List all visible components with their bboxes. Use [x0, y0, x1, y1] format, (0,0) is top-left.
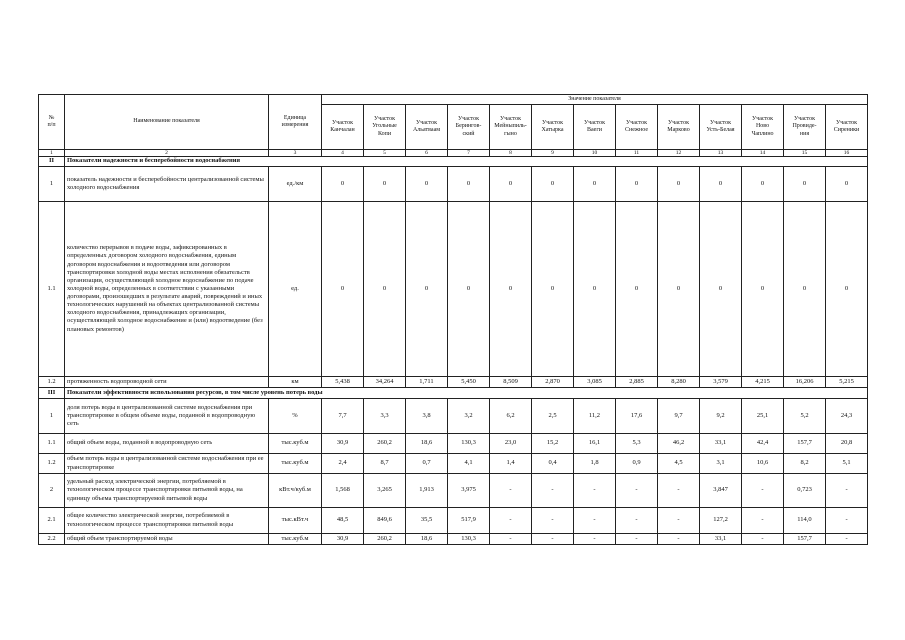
row-value: 25,1 [742, 399, 784, 434]
row-value: 3,3 [364, 399, 406, 434]
row-value: 2,4 [322, 454, 364, 474]
header-row [39, 95, 868, 105]
section-row [39, 388, 868, 399]
section-num: III [39, 388, 65, 399]
header-site: Участок Провиде- ния [784, 105, 826, 150]
row-value: - [532, 508, 574, 534]
row-value: 0 [406, 202, 448, 377]
row-value: 4,215 [742, 377, 784, 388]
row-value: 260,2 [364, 534, 406, 545]
row-value: 2,870 [532, 377, 574, 388]
column-number: 6 [406, 150, 448, 157]
row-value: 0 [700, 167, 742, 202]
row-value: 5,450 [448, 377, 490, 388]
row-value: 0 [322, 202, 364, 377]
column-number: 16 [826, 150, 868, 157]
row-value: 0,4 [532, 454, 574, 474]
row-name: общий объем воды, поданной в водопроводную сеть [65, 434, 269, 454]
row-value: - [532, 474, 574, 508]
column-number: 13 [700, 150, 742, 157]
row-num: 1.1 [39, 434, 65, 454]
row-value: 0 [406, 167, 448, 202]
row-value: 48,5 [322, 508, 364, 534]
header-site: Участок Канчалан [322, 105, 364, 150]
row-value: 7,7 [322, 399, 364, 434]
row-value: 114,0 [784, 508, 826, 534]
row-value: 18,6 [406, 434, 448, 454]
row-value: 0 [364, 167, 406, 202]
row-value: 5,1 [826, 454, 868, 474]
section-row [39, 157, 868, 167]
row-value: 17,6 [616, 399, 658, 434]
row-value: 9,7 [658, 399, 700, 434]
header-unit: Единица измерения [269, 95, 322, 150]
row-value: 46,2 [658, 434, 700, 454]
section-title: Показатели эффективности использования ресурсов, в том числе уровень потерь воды [65, 388, 868, 399]
row-num: 1.2 [39, 454, 65, 474]
header-site: Участок Альатваам [406, 105, 448, 150]
section-title: Показатели надежности и бесперебойности водоснабжения [65, 157, 868, 167]
column-number: 9 [532, 150, 574, 157]
row-value: 33,1 [700, 434, 742, 454]
row-value: 0 [742, 167, 784, 202]
row-value: 0 [826, 167, 868, 202]
header-site: Участок Хатырка [532, 105, 574, 150]
row-value: 24,3 [826, 399, 868, 434]
row-value: - [742, 534, 784, 545]
row-value: - [826, 474, 868, 508]
row-value: 8,509 [490, 377, 532, 388]
row-value: 0,723 [784, 474, 826, 508]
row-value: 4,1 [448, 454, 490, 474]
row-value: - [742, 508, 784, 534]
row-value: 1,711 [406, 377, 448, 388]
row-value: 3,975 [448, 474, 490, 508]
row-value: 517,9 [448, 508, 490, 534]
row-value: 0 [574, 167, 616, 202]
row-unit: % [269, 399, 322, 434]
row-value: - [742, 474, 784, 508]
row-name: доля потерь воды в централизованной системе водоснабжения при транспортировке в общем объеме воды, поданной в водопроводную сеть [65, 399, 269, 434]
row-value: - [574, 534, 616, 545]
row-name: общее количество электрической энергии, потребляемой в технологическом процессе транспортировки питьевой воды [65, 508, 269, 534]
row-value: 20,8 [826, 434, 868, 454]
row-value: - [532, 534, 574, 545]
table-row [39, 434, 868, 454]
row-value: - [574, 508, 616, 534]
row-value: 0 [448, 202, 490, 377]
column-number: 3 [269, 150, 322, 157]
column-number: 10 [574, 150, 616, 157]
row-value: 0 [700, 202, 742, 377]
header-num: № п/п [39, 95, 65, 150]
row-value: 0 [784, 202, 826, 377]
row-unit: ед. [269, 202, 322, 377]
row-value: 0 [658, 202, 700, 377]
header-site: Участок Берингов- ский [448, 105, 490, 150]
row-value: - [616, 534, 658, 545]
row-value: 3,847 [700, 474, 742, 508]
row-value: 1,913 [406, 474, 448, 508]
column-number: 8 [490, 150, 532, 157]
row-name: количество перерывов в подаче воды, зафиксированных в определенных договором холодного водоснабжения, единым договором водоснабжения и водоотведения или договором транспортировки холодной воды местах исполнения обязательств организации, осуществляющей холодное водоснабжение по подаче холодной воды, определенных в соответствии с указанными договорами, произошедших в результате аварий, повреждений и иных технологических нарушений на объектах централизованной системы холодного водоснабжения, принадлежащих организации, осуществляющей холодное водоснабжение и (или) водоотведение (без плановых ремонтов) [65, 202, 269, 377]
row-value: 0 [364, 202, 406, 377]
row-value: 0 [616, 202, 658, 377]
table-row [39, 454, 868, 474]
row-value: 6,2 [490, 399, 532, 434]
column-number: 4 [322, 150, 364, 157]
row-value: - [490, 508, 532, 534]
row-value: 1,4 [490, 454, 532, 474]
row-num: 1.2 [39, 377, 65, 388]
row-name: объем потерь воды в централизованной системе водоснабжения при ее транспортировке [65, 454, 269, 474]
column-number: 12 [658, 150, 700, 157]
table-row [39, 167, 868, 202]
table-row [39, 202, 868, 377]
row-value: 0 [784, 167, 826, 202]
row-value: - [826, 534, 868, 545]
row-value: 157,7 [784, 534, 826, 545]
row-value: 15,2 [532, 434, 574, 454]
column-number-row [39, 150, 868, 157]
row-value: 2,5 [532, 399, 574, 434]
row-value: 0 [490, 167, 532, 202]
row-value: 10,6 [742, 454, 784, 474]
row-name: протяженность водопроводной сети [65, 377, 269, 388]
header-site: Участок Угольные Копи [364, 105, 406, 150]
row-value: 23,0 [490, 434, 532, 454]
row-value: 8,280 [658, 377, 700, 388]
row-value: 0 [826, 202, 868, 377]
row-value: 3,8 [406, 399, 448, 434]
row-value: 4,5 [658, 454, 700, 474]
row-value: 1,8 [574, 454, 616, 474]
header-name: Наименование показателя [65, 95, 269, 150]
header-value-group: Значение показателя [322, 95, 868, 105]
row-value: 16,1 [574, 434, 616, 454]
row-value: 0 [658, 167, 700, 202]
row-value: 3,579 [700, 377, 742, 388]
row-value: 3,265 [364, 474, 406, 508]
header-site: Участок Снежное [616, 105, 658, 150]
row-value: 157,7 [784, 434, 826, 454]
row-value: - [616, 474, 658, 508]
table-row [39, 474, 868, 508]
row-value: 0,9 [616, 454, 658, 474]
row-num: 2.1 [39, 508, 65, 534]
row-value: 130,3 [448, 534, 490, 545]
section-num: II [39, 157, 65, 167]
column-number: 15 [784, 150, 826, 157]
row-num: 2.2 [39, 534, 65, 545]
row-value: 33,1 [700, 534, 742, 545]
row-value: - [490, 534, 532, 545]
row-value: 260,2 [364, 434, 406, 454]
row-value: 1,568 [322, 474, 364, 508]
row-name: общий объем транспортируемой воды [65, 534, 269, 545]
row-value: 9,2 [700, 399, 742, 434]
row-value: 0 [532, 202, 574, 377]
row-value: 30,9 [322, 534, 364, 545]
row-unit: тыс.кВт.ч [269, 508, 322, 534]
row-value: - [658, 508, 700, 534]
row-name: удельный расход электрической энергии, потребляемой в технологическом процессе транспортировки питьевой воды, на единицу объема транспортируемой питьевой воды [65, 474, 269, 508]
row-value: 16,206 [784, 377, 826, 388]
column-number: 7 [448, 150, 490, 157]
header-site: Участок Усть-Белая [700, 105, 742, 150]
row-value: 34,264 [364, 377, 406, 388]
row-value: 0 [490, 202, 532, 377]
row-value: 8,7 [364, 454, 406, 474]
row-value: 8,2 [784, 454, 826, 474]
row-value: 2,885 [616, 377, 658, 388]
row-value: 0 [448, 167, 490, 202]
row-value: 5,3 [616, 434, 658, 454]
table-row [39, 534, 868, 545]
column-number: 5 [364, 150, 406, 157]
column-number: 11 [616, 150, 658, 157]
row-value: 0 [322, 167, 364, 202]
row-value: 5,215 [826, 377, 868, 388]
table-row [39, 377, 868, 388]
row-value: 849,6 [364, 508, 406, 534]
column-number: 14 [742, 150, 784, 157]
row-unit: тыс.куб.м [269, 434, 322, 454]
row-value: 5,2 [784, 399, 826, 434]
header-site: Участок Сиреники [826, 105, 868, 150]
indicator-table-container [38, 94, 868, 545]
row-value: 3,1 [700, 454, 742, 474]
column-number: 2 [65, 150, 269, 157]
column-number: 1 [39, 150, 65, 157]
row-value: 130,3 [448, 434, 490, 454]
row-unit: тыс.куб.м [269, 534, 322, 545]
row-num: 1 [39, 167, 65, 202]
header-site: Участок Ваеги [574, 105, 616, 150]
row-value: - [658, 474, 700, 508]
row-value: - [490, 474, 532, 508]
row-value: - [574, 474, 616, 508]
row-value: 35,5 [406, 508, 448, 534]
row-value: 3,2 [448, 399, 490, 434]
row-value: 30,9 [322, 434, 364, 454]
row-value: 0 [616, 167, 658, 202]
row-value: 11,2 [574, 399, 616, 434]
row-num: 1 [39, 399, 65, 434]
row-value: 18,6 [406, 534, 448, 545]
row-unit: км [269, 377, 322, 388]
header-site: Участок Мейныпиль- гыно [490, 105, 532, 150]
header-site: Участок Марково [658, 105, 700, 150]
row-num: 2 [39, 474, 65, 508]
header-site: Участок Ново Чаплино [742, 105, 784, 150]
row-value: - [616, 508, 658, 534]
table-row [39, 508, 868, 534]
row-value: 5,438 [322, 377, 364, 388]
row-value: 0 [532, 167, 574, 202]
row-value: 42,4 [742, 434, 784, 454]
row-value: 0 [574, 202, 616, 377]
row-num: 1.1 [39, 202, 65, 377]
row-value: 127,2 [700, 508, 742, 534]
table-row [39, 399, 868, 434]
indicator-table [38, 94, 868, 545]
row-unit: тыс.куб.м [269, 454, 322, 474]
row-unit: кВт.ч/куб.м [269, 474, 322, 508]
row-value: 0 [742, 202, 784, 377]
row-value: - [826, 508, 868, 534]
row-value: 0,7 [406, 454, 448, 474]
row-value: - [658, 534, 700, 545]
row-name: показатель надежности и бесперебойности централизованной системы холодного водоснабжения [65, 167, 269, 202]
row-unit: ед./км [269, 167, 322, 202]
row-value: 3,085 [574, 377, 616, 388]
